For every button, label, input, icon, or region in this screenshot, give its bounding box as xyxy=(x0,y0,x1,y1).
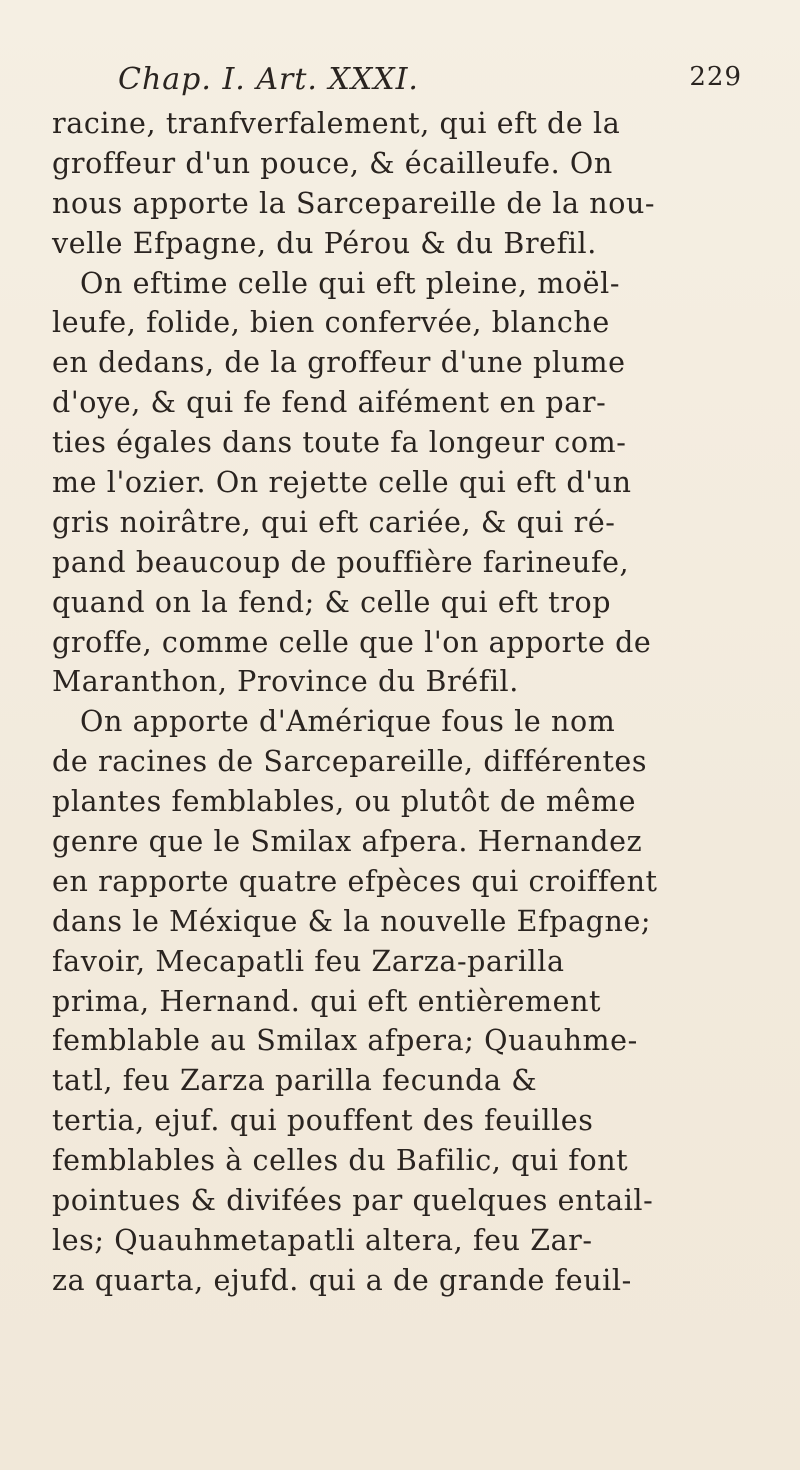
text-line: groffeur d'un pouce, & écailleufe. On xyxy=(52,146,613,180)
text-line: genre que le Smilax afpera. Hernandez xyxy=(52,825,643,859)
body-text xyxy=(52,104,752,1301)
text-line: On eftime celle qui eft pleine, moël- xyxy=(80,266,621,300)
text-line: leufe, folide, bien confervée, blanche xyxy=(52,306,610,340)
running-head: Chap. I. Art. XXXI. xyxy=(118,62,419,97)
text-line: velle Efpagne, du Pérou & du Brefil. xyxy=(52,226,597,260)
text-line: gris noirâtre, qui eft cariée, & qui ré- xyxy=(52,505,616,539)
text-line: racine, tranfverfalement, qui eft de la xyxy=(52,107,621,140)
text-line: pointues & divifées par quelques entail- xyxy=(52,1184,654,1218)
text-line: les; Quauhmetapatli altera, feu Zar- xyxy=(52,1223,593,1257)
text-line: nous apporte la Sarcepareille de la nou- xyxy=(52,186,656,220)
text-line: groffe, comme celle que l'on apporte de xyxy=(52,625,652,659)
text-line: On apporte d'Amérique fous le nom xyxy=(80,705,616,739)
text-line: dans le Méxique & la nouvelle Efpagne; xyxy=(52,904,652,938)
text-line: de racines de Sarcepareille, différentes xyxy=(52,745,648,779)
text-line: d'oye, & qui fe fend aifément en par- xyxy=(52,386,607,420)
text-line: femblables à celles du Bafilic, qui font xyxy=(52,1144,629,1178)
text-line: en rapporte quatre efpèces qui croiffent xyxy=(52,864,658,898)
text-line: femblable au Smilax afpera; Quauhme- xyxy=(52,1024,638,1058)
text-line: quand on la fend; & celle qui eft trop xyxy=(52,585,612,619)
text-line: ties égales dans toute fa longeur com- xyxy=(52,426,627,460)
text-line: plantes femblables, ou plutôt de même xyxy=(52,785,637,819)
text-line: tatl, feu Zarza parilla fecunda & xyxy=(52,1064,538,1098)
page-number: 229 xyxy=(689,62,742,92)
text-line: Maranthon, Province du Bréfil. xyxy=(52,665,519,699)
text-line: pand beaucoup de pouffière farineufe, xyxy=(52,545,630,579)
text-line: me l'ozier. On rejette celle qui eft d'un xyxy=(52,466,632,500)
text-line: en dedans, de la groffeur d'une plume xyxy=(52,346,626,380)
text-line: favoir, Mecapatli feu Zarza-parilla xyxy=(52,944,565,978)
text-line: tertia, ejuf. qui pouffent des feuilles xyxy=(52,1104,594,1138)
page-header xyxy=(118,62,742,106)
text-line: za quarta, ejufd. qui a de grande feuil- xyxy=(52,1263,632,1297)
text-line: prima, Hernand. qui eft entièrement xyxy=(52,984,602,1018)
